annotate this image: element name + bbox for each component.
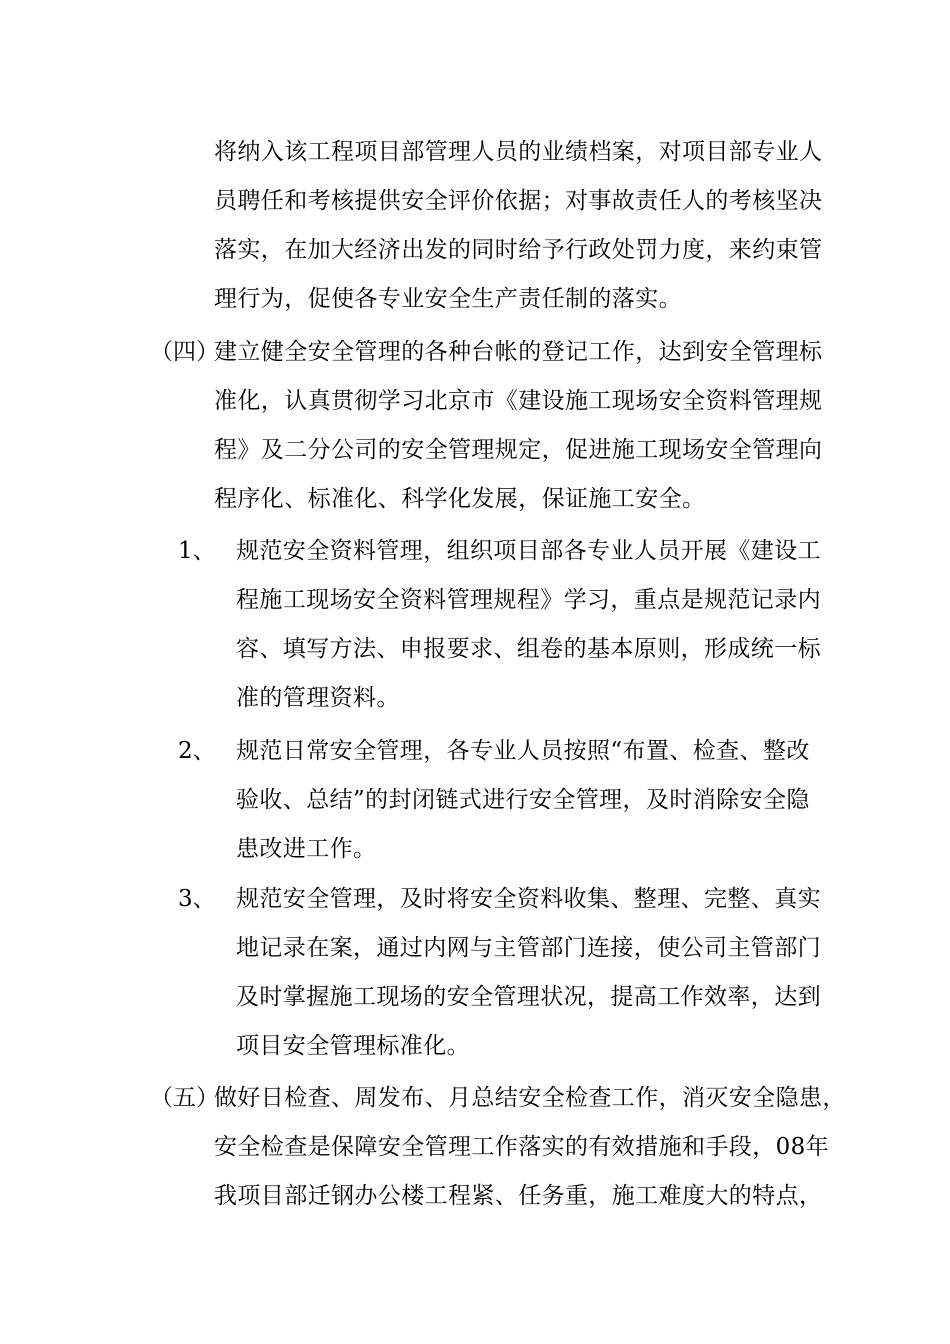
paragraph-line: 理行为，促使各专业安全生产责任制的落实。	[214, 286, 682, 312]
section-line: 我项目部迁钢办公楼工程紧、任务重，施工难度大的特点，	[214, 1183, 823, 1209]
list-item-line: 规范日常安全管理，各专业人员按照“布置、检查、整改	[236, 738, 810, 764]
paragraph-line: 将纳入该工程项目部管理人员的业绩档案，对项目部专业人	[214, 139, 823, 165]
list-item-number: 2、	[178, 738, 216, 764]
list-item-line: 程施工现场安全资料管理规程》学习，重点是规范记录内	[236, 587, 821, 613]
section-line: 准化，认真贯彻学习北京市《建设施工现场安全资料管理规	[214, 388, 823, 414]
section-line: 安全检查是保障安全管理工作落实的有效措施和手段，08年	[214, 1134, 830, 1160]
list-item-line: 容、填写方法、申报要求、组卷的基本原则，形成统一标	[236, 636, 821, 662]
list-item-number: 3、	[178, 886, 216, 912]
section-line: 程》及二分公司的安全管理规定，促进施工现场安全管理向	[214, 437, 823, 463]
list-item-line: 规范安全资料管理，组织项目部各专业人员开展《建设工	[236, 538, 821, 564]
list-item-line: 项目安全管理标准化。	[236, 1033, 470, 1059]
section-line: 做好日检查、周发布、月总结安全检查工作，消灭安全隐患，	[214, 1085, 846, 1111]
list-item-line: 验收、总结”的封闭链式进行安全管理，及时消除安全隐	[236, 787, 810, 813]
section-marker: （四）	[150, 339, 219, 365]
list-item-line: 规范安全管理，及时将安全资料收集、整理、完整、真实	[236, 886, 821, 912]
section-line: 建立健全安全管理的各种台帐的登记工作，达到安全管理标	[214, 339, 823, 365]
list-item-number: 1、	[178, 538, 216, 564]
list-item-line: 患改进工作。	[236, 836, 377, 862]
list-item-line: 及时掌握施工现场的安全管理状况，提高工作效率，达到	[236, 984, 821, 1010]
section-marker: （五）	[150, 1085, 219, 1111]
paragraph-line: 落实，在加大经济出发的同时给予行政处罚力度，来约束管	[214, 237, 823, 263]
list-item-line: 地记录在案，通过内网与主管部门连接，使公司主管部门	[236, 935, 821, 961]
paragraph-line: 员聘任和考核提供安全评价依据；对事故责任人的考核坚决	[214, 188, 823, 214]
list-item-line: 准的管理资料。	[236, 685, 400, 711]
section-line: 程序化、标准化、科学化发展，保证施工安全。	[214, 486, 706, 512]
